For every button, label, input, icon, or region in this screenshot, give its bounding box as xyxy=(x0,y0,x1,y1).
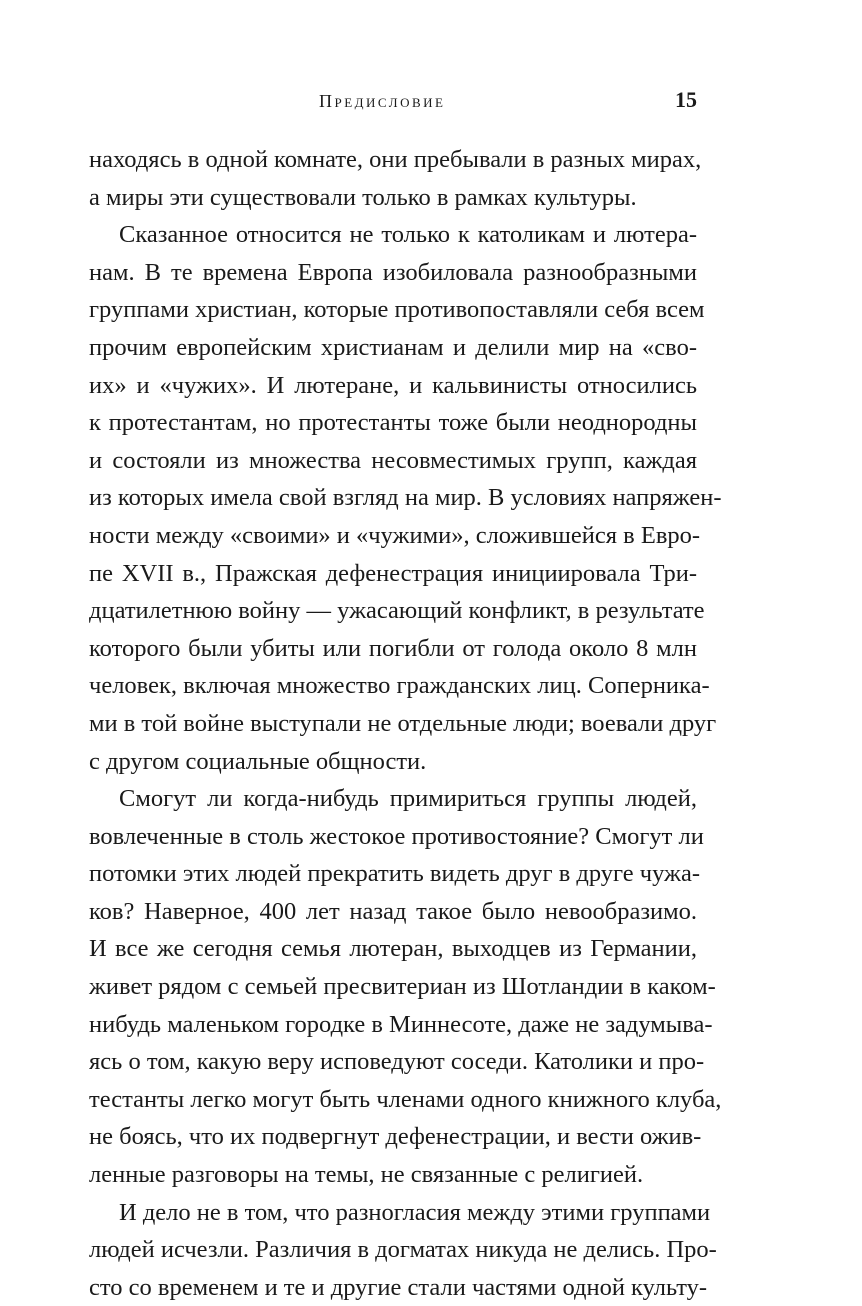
text-line: с другом социальные общности. xyxy=(89,747,427,775)
text-line: и состояли из множества несовместимых групп, каждая xyxy=(89,446,697,474)
text-line: И все же сегодня семья лютеран, выходцев из Германии, xyxy=(89,935,697,963)
text-line: нибудь маленьком городке в Миннесоте, даже не задумыва- xyxy=(89,1010,713,1038)
text-line: сто со временем и те и другие стали частями одной культу- xyxy=(89,1273,708,1301)
text-line: тестанты легко могут быть членами одного книжного клуба, xyxy=(89,1085,722,1113)
text-line: не боясь, что их подвергнут дефенестрации, и вести ожив- xyxy=(89,1123,702,1151)
text-line: их» и «чужих». И лютеране, и кальвинисты относились xyxy=(89,371,697,399)
book-page xyxy=(89,0,722,1301)
text-line: человек, включая множество гражданских лиц. Соперника- xyxy=(89,672,710,700)
text-line: ясь о том, какую веру исповедуют соседи. Католики и про- xyxy=(89,1048,705,1076)
text-line: из которых имела свой взгляд на мир. В условиях напряжен- xyxy=(89,484,722,512)
text-line: вовлеченные в столь жестокое противостояние? Смогут ли xyxy=(89,822,704,850)
text-line: группами христиан, которые противопоставляли себя всем xyxy=(89,296,705,324)
text-line: И дело не в том, что разногласия между этими группами xyxy=(119,1198,711,1226)
text-line: потомки этих людей прекратить видеть друг в друге чужа- xyxy=(89,860,700,888)
text-line: ности между «своими» и «чужими», сложившейся в Евро- xyxy=(89,521,701,549)
page-number: 15 xyxy=(675,87,697,112)
text-line: к протестантам, но протестанты тоже были неоднородны xyxy=(89,409,697,437)
running-head xyxy=(89,88,697,118)
text-line: а миры эти существовали только в рамках культуры. xyxy=(89,183,637,211)
text-line: Смогут ли когда-нибудь примириться группы людей, xyxy=(119,785,697,813)
body-text xyxy=(89,141,722,1306)
text-line: людей исчезли. Различия в догматах никуда не делись. Про- xyxy=(89,1236,717,1264)
chapter-title: Предисловие xyxy=(319,91,446,111)
text-line: которого были убиты или погибли от голода около 8 млн xyxy=(89,634,697,662)
text-line: находясь в одной комнате, они пребывали в разных мирах, xyxy=(89,146,702,173)
text-line: дцатилетнюю войну — ужасающий конфликт, в результате xyxy=(89,597,705,625)
text-line: ми в той войне выступали не отдельные люди; воевали друг xyxy=(89,709,717,737)
text-line: ленные разговоры на темы, не связанные с религией. xyxy=(89,1161,644,1189)
text-line: Сказанное относится не только к католикам и лютера- xyxy=(119,221,697,249)
text-line: ков? Наверное, 400 лет назад такое было невообразимо. xyxy=(89,897,697,925)
text-line: пе XVII в., Пражская дефенестрация инициировала Три- xyxy=(89,559,697,587)
text-line: прочим европейским христианам и делили мир на «сво- xyxy=(89,333,697,361)
text-line: нам. В те времена Европа изобиловала разнообразными xyxy=(89,258,697,286)
text-line: живет рядом с семьей пресвитериан из Шотландии в каком- xyxy=(89,973,716,1001)
